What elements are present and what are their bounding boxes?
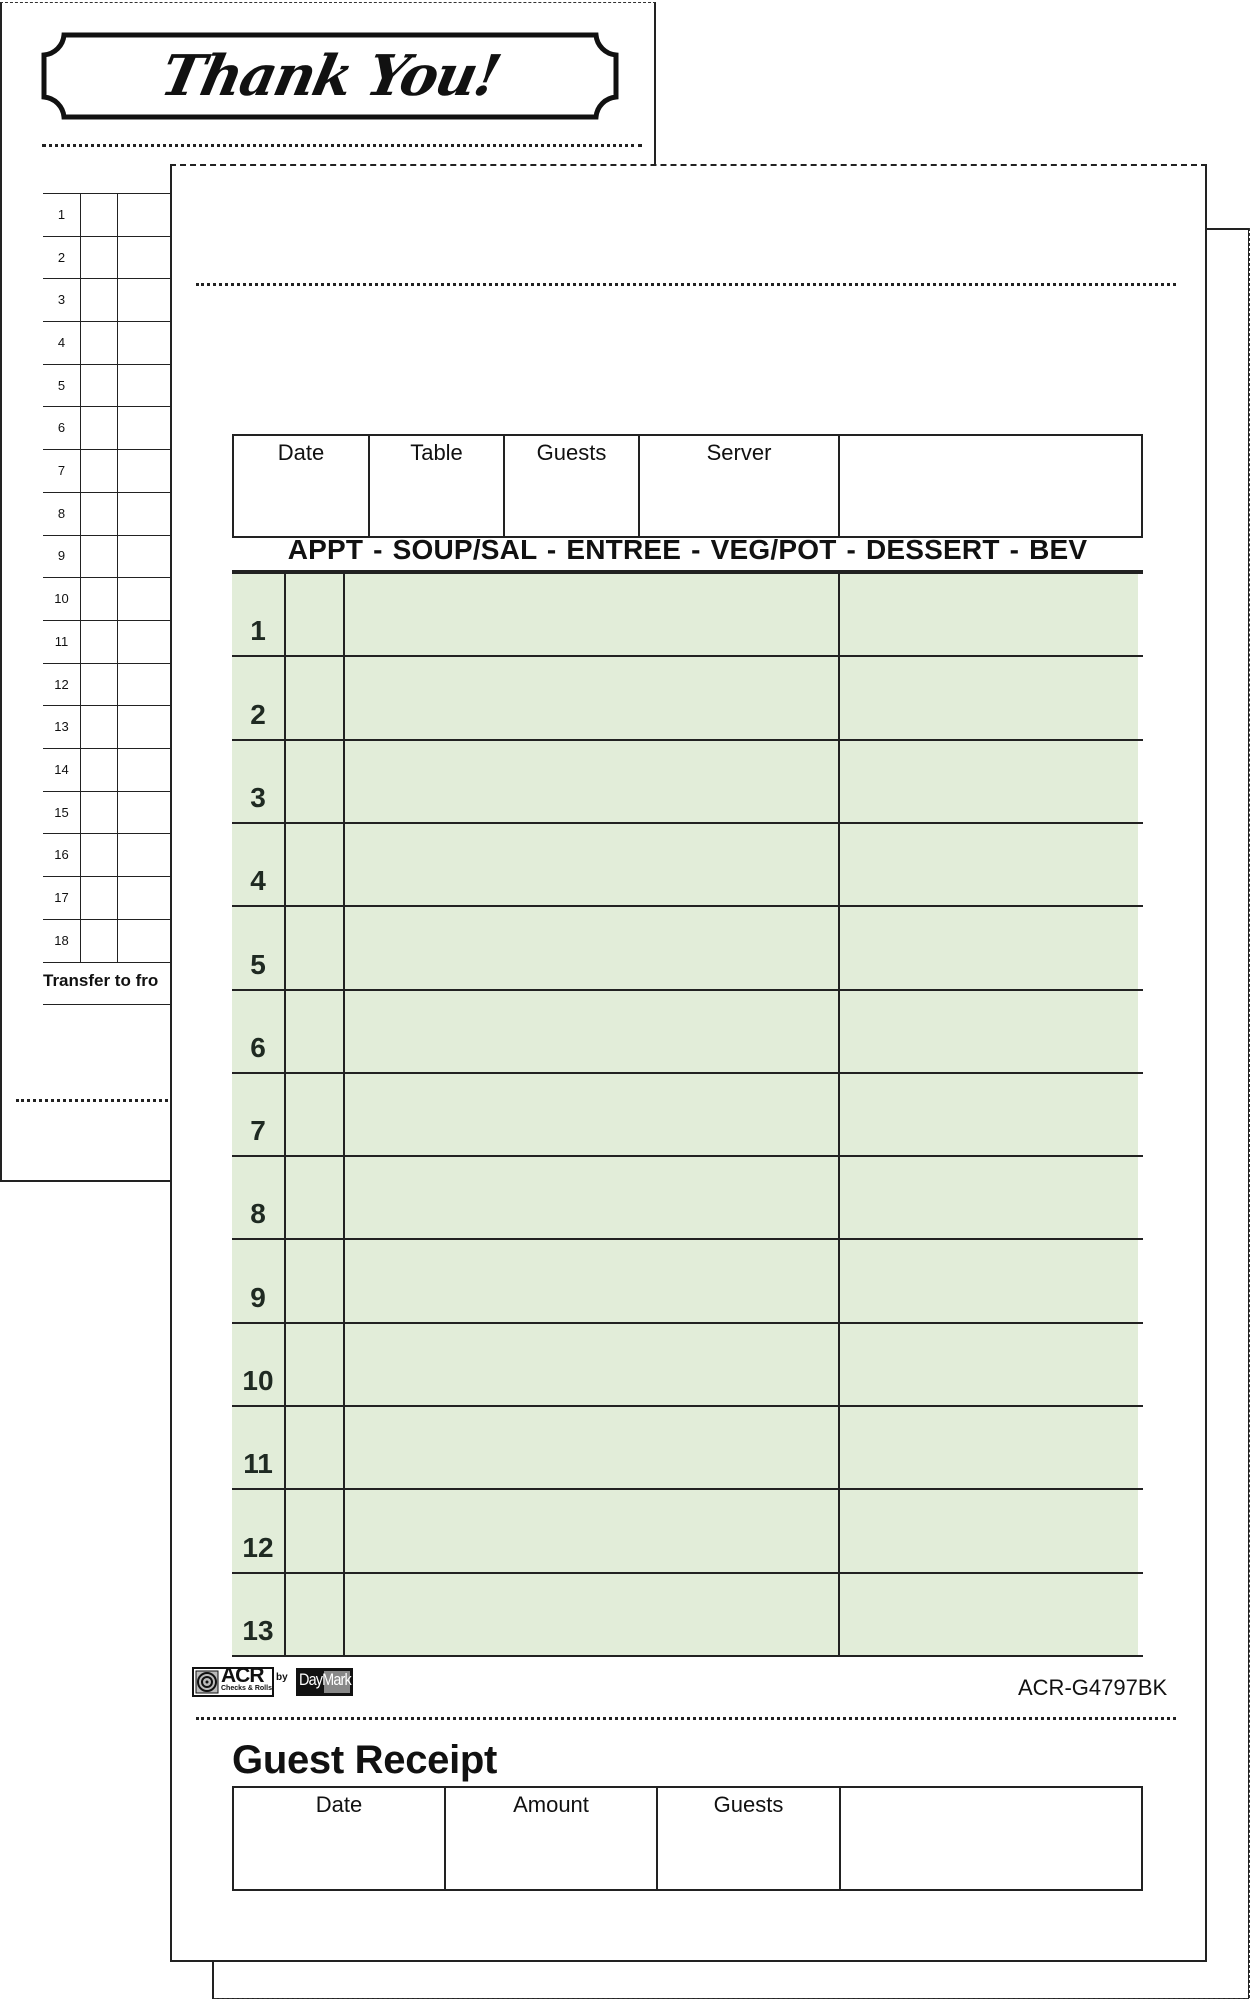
table-row: 13 xyxy=(43,705,658,749)
server-label: Server xyxy=(706,440,772,465)
table-row[interactable]: 13 xyxy=(232,1574,1143,1657)
table-row: 6 xyxy=(43,407,658,451)
price-column-divider xyxy=(838,574,840,1657)
table-row[interactable]: 2 xyxy=(232,657,1143,740)
table-field[interactable] xyxy=(370,436,505,536)
qty-column-divider xyxy=(284,574,286,1657)
table-label: Table xyxy=(410,440,463,465)
table-row: 5 xyxy=(43,364,658,408)
behind-sheet-tab xyxy=(1204,228,1250,230)
date-field[interactable] xyxy=(234,436,370,536)
table-row: 3 xyxy=(43,278,658,322)
receipt-date-label: Date xyxy=(315,1792,363,1817)
check-header xyxy=(232,434,1143,538)
receipt-date-field[interactable] xyxy=(234,1788,446,1889)
date-label: Date xyxy=(277,440,325,465)
thank-you-banner xyxy=(40,31,620,121)
table-row[interactable]: 3 xyxy=(232,741,1143,824)
table-row: 7 xyxy=(43,449,658,493)
banner-text: Thank You! xyxy=(155,43,505,109)
table-row[interactable]: 6 xyxy=(232,991,1143,1074)
logo-partner: DayMark xyxy=(299,1670,351,1689)
receipt-table xyxy=(232,1786,1143,1891)
table-row[interactable]: 10 xyxy=(232,1324,1143,1407)
receipt-amount-field[interactable] xyxy=(446,1788,658,1889)
table-row: 4 xyxy=(43,321,658,365)
table-row[interactable]: 1 xyxy=(232,574,1143,657)
table-row: 9 xyxy=(43,535,658,579)
guests-label: Guests xyxy=(536,440,607,465)
receipt-title: Guest Receipt xyxy=(232,1738,498,1782)
table-row: 14 xyxy=(43,748,658,792)
perforation-line xyxy=(42,144,642,147)
logo-by: by xyxy=(276,1672,288,1683)
table-row: 16 xyxy=(43,834,658,878)
perforation-line xyxy=(196,1717,1176,1720)
courses-heading: APPT - SOUP/SAL - ENTREE - VEG/POT - DESSERT - BEV xyxy=(287,534,1088,565)
logo-brand: ACR xyxy=(221,1664,264,1687)
perforated-edge xyxy=(1249,228,1250,1998)
logo-tagline: Checks & Rolls xyxy=(221,1685,272,1692)
table-row: 2 xyxy=(43,236,658,280)
server-field[interactable] xyxy=(640,436,840,536)
receipt-number-field[interactable] xyxy=(841,1788,1141,1889)
table-row[interactable]: 7 xyxy=(232,1074,1143,1157)
model-code: ACR-G4797BK xyxy=(1018,1675,1168,1700)
table-row[interactable]: 8 xyxy=(232,1157,1143,1240)
table-row[interactable]: 12 xyxy=(232,1490,1143,1573)
table-row[interactable]: 9 xyxy=(232,1240,1143,1323)
table-row: 17 xyxy=(43,876,658,920)
table-row: 12 xyxy=(43,663,658,707)
description-column-divider xyxy=(343,574,345,1657)
transfer-label: Transfer to fro xyxy=(43,971,159,990)
acr-daymark-logo xyxy=(192,1664,354,1697)
receipt-guests-label: Guests xyxy=(713,1792,784,1817)
table-row: 11 xyxy=(43,620,658,664)
table-row: 18 xyxy=(43,919,658,963)
table-row: 15 xyxy=(43,791,658,835)
table-row: 8 xyxy=(43,492,658,536)
order-items-table xyxy=(232,574,1143,1657)
table-row: 1 xyxy=(43,193,658,237)
receipt-amount-label: Amount xyxy=(513,1792,589,1817)
table-row: 10 xyxy=(43,577,658,621)
perforated-edge xyxy=(214,1998,1248,1999)
table-row[interactable]: 11 xyxy=(232,1407,1143,1490)
guests-field[interactable] xyxy=(505,436,640,536)
table-row[interactable]: 4 xyxy=(232,824,1143,907)
check-number-field[interactable] xyxy=(840,436,1141,536)
table-row[interactable]: 5 xyxy=(232,907,1143,990)
perforation-line xyxy=(196,283,1176,286)
receipt-guests-field[interactable] xyxy=(658,1788,841,1889)
